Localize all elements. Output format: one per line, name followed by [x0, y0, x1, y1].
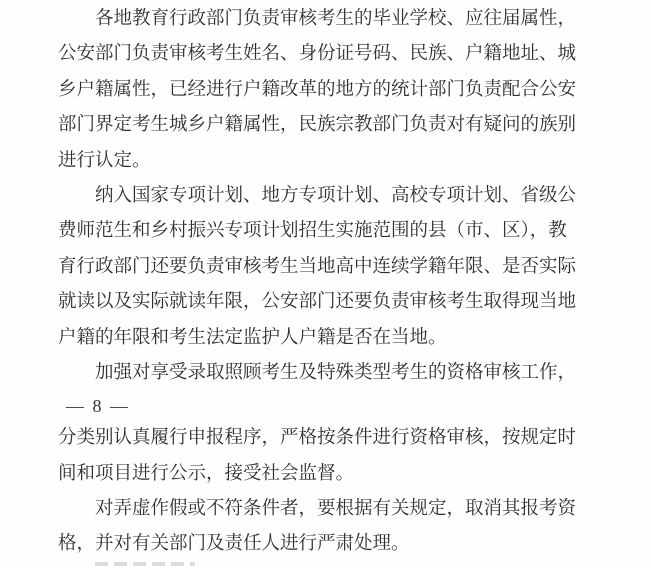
text-line: 加强对享受录取照顾考生及特殊类型考生的资格审核工作， — [95, 362, 577, 383]
page-number-footer: — 8 — — [66, 396, 130, 417]
text-line: 分类别认真履行申报程序，严格按条件进行资格审核，按规定时 — [58, 428, 577, 449]
clipped-next-line-fragment — [95, 562, 195, 566]
text-line: 户籍的年限和考生法定监护人户籍是否在当地。 — [58, 327, 447, 348]
text-line: 对弄虚作假或不符条件者，要根据有关规定，取消其报考资 — [95, 499, 577, 520]
text-line: 育行政部门还要负责审核考生当地高中连续学籍年限、是否实际 — [58, 256, 577, 277]
document-text-block — [58, 2, 593, 563]
text-line: 乡户籍属性，已经进行户籍改革的地方的统计部门负责配合公安 — [58, 79, 577, 100]
text-line: 纳入国家专项计划、地方专项计划、高校专项计划、省级公 — [95, 185, 577, 206]
text-line: 各地教育行政部门负责审核考生的毕业学校、应往届属性， — [95, 9, 577, 29]
text-line: 公安部门负责审核考生姓名、身份证号码、民族、户籍地址、城 — [58, 44, 577, 65]
text-line: 进行认定。 — [58, 150, 151, 171]
text-line: 格，并对有关部门及责任人进行严肃处理。 — [58, 534, 410, 555]
text-line: 就读以及实际就读年限，公安部门还要负责审核考生取得现当地 — [58, 292, 577, 313]
text-line: 部门界定考生城乡户籍属性，民族宗教部门负责对有疑问的族别 — [58, 115, 577, 136]
text-line: 间和项目进行公示，接受社会监督。 — [58, 463, 355, 484]
text-line: 费师范生和乡村振兴专项计划招生实施范围的县（市、区），教 — [58, 221, 567, 242]
